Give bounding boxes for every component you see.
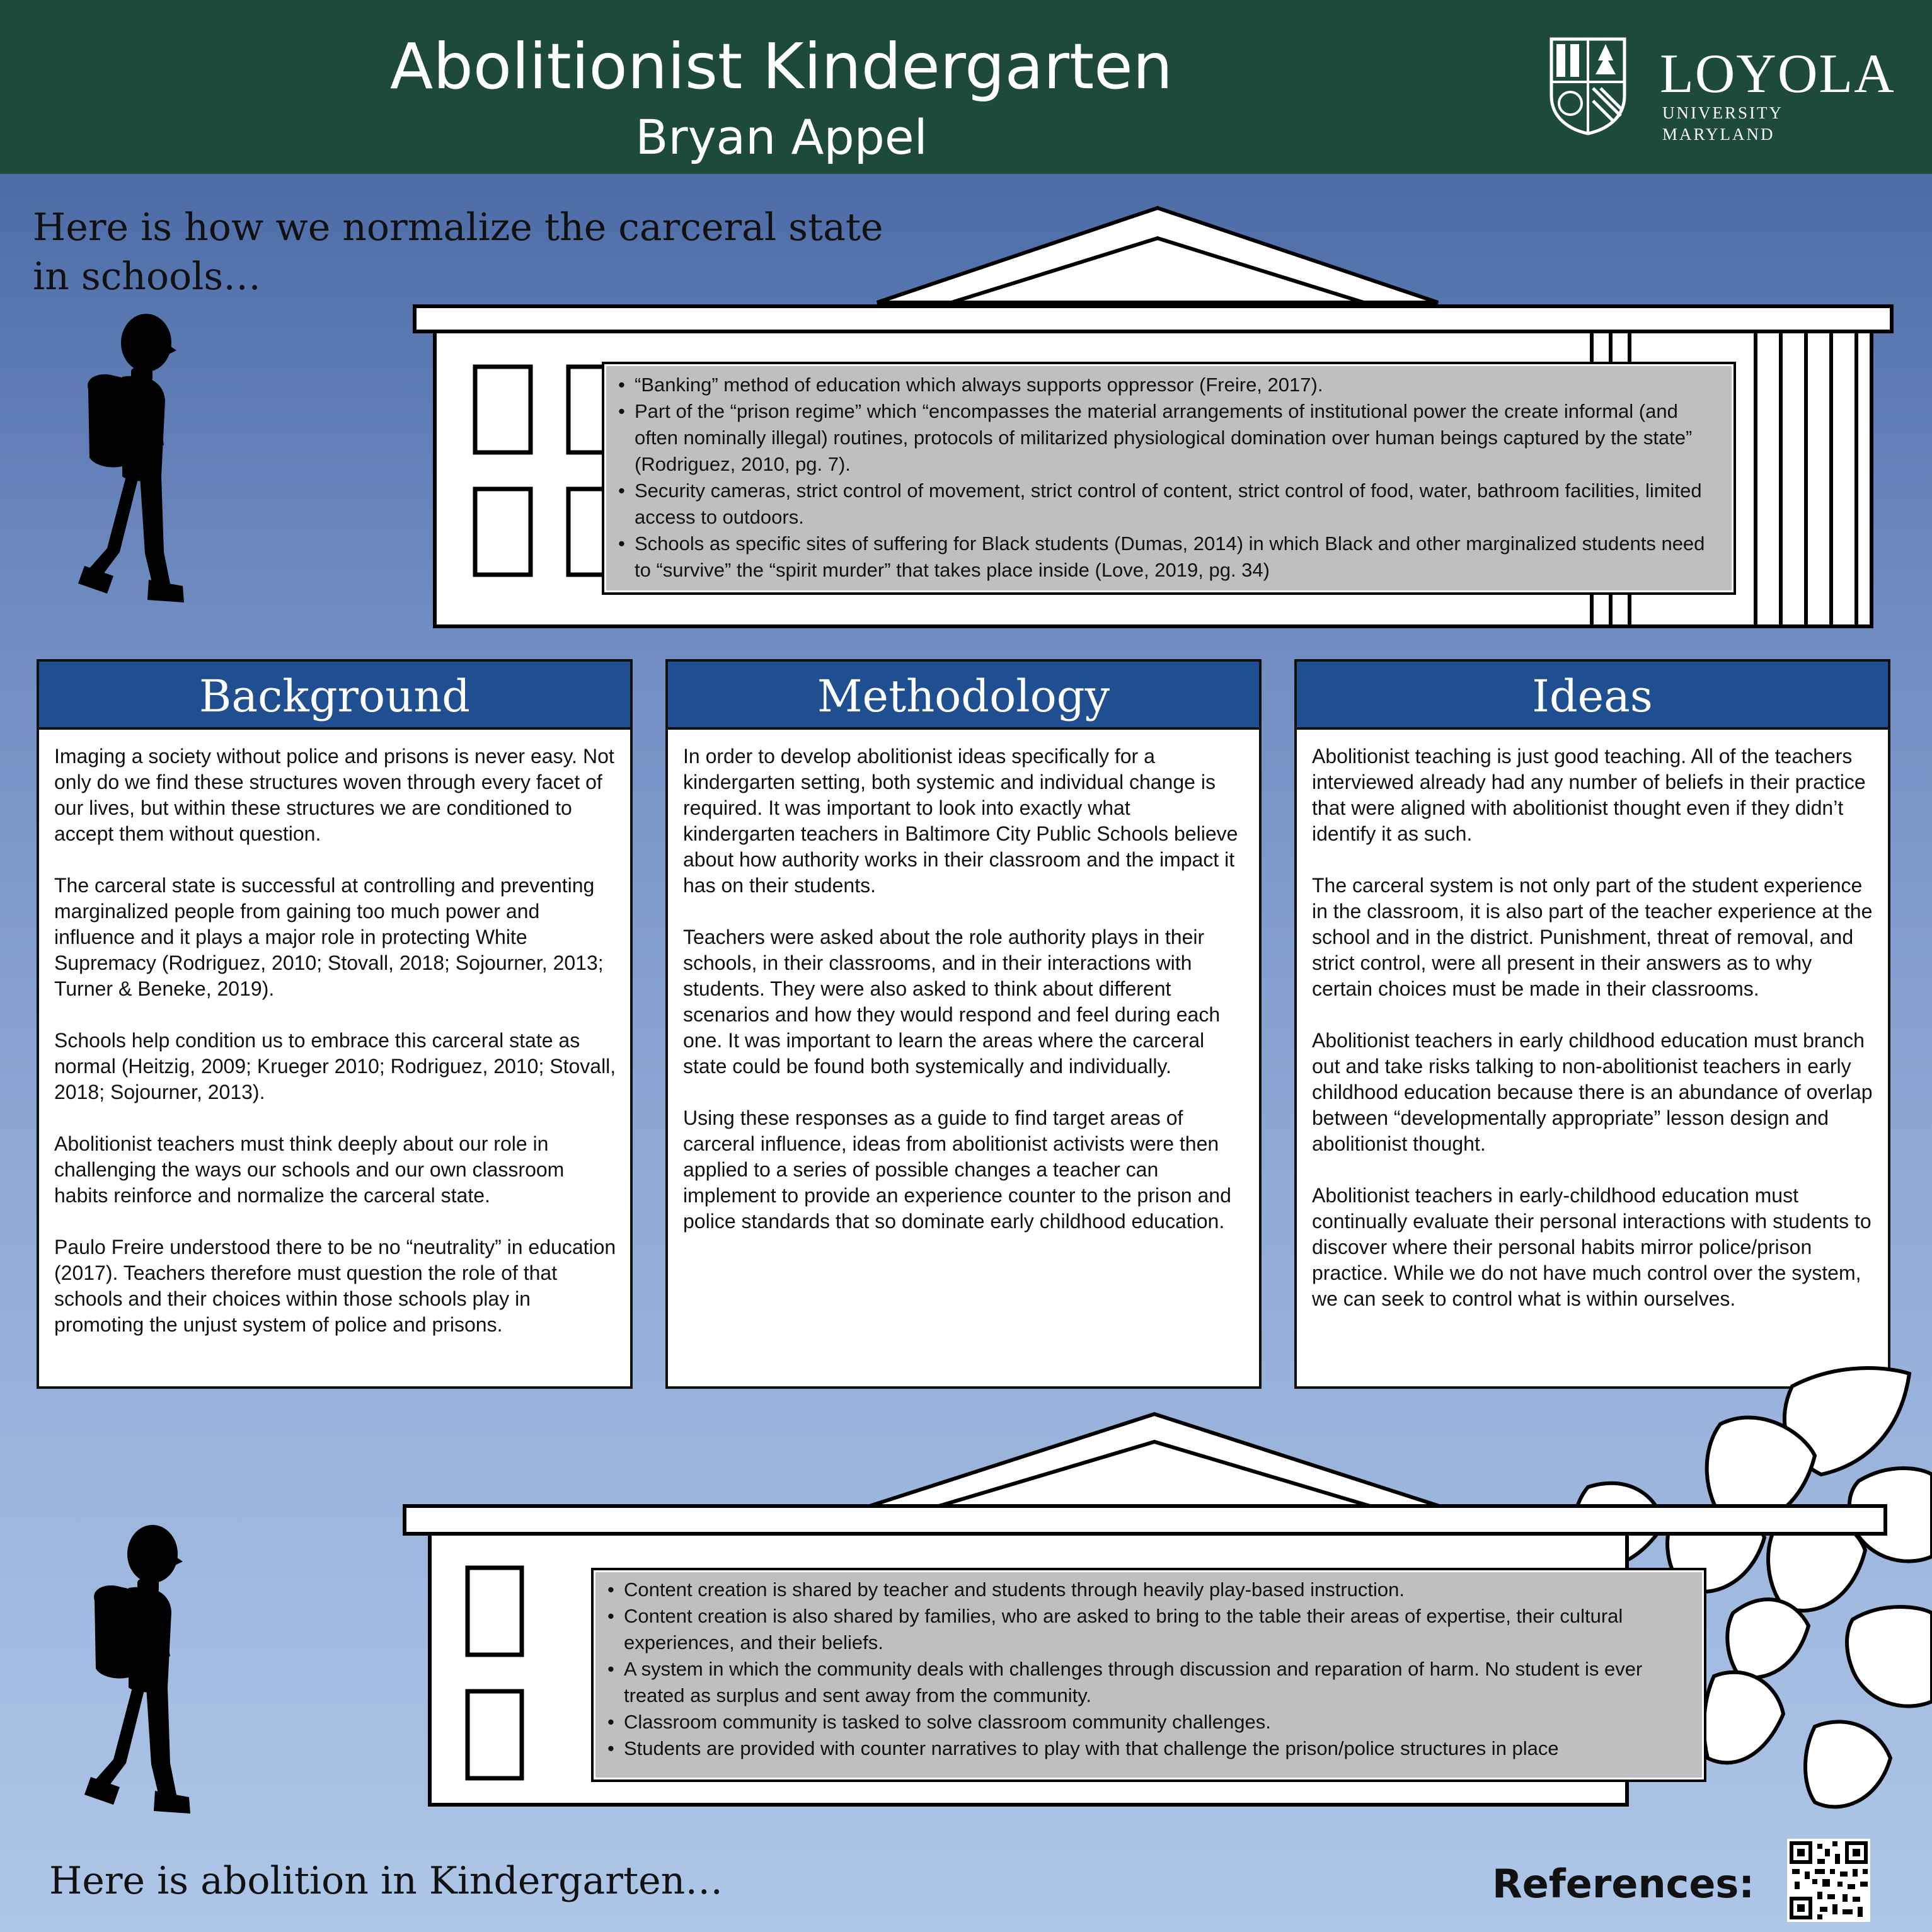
crest-icon (1548, 35, 1628, 136)
methodology-panel (665, 659, 1262, 1389)
bullet-item: • Content creation is also shared by families, who are asked to bring to the table their areas of expertise, their cultural experiences, and their beliefs. (604, 1603, 1693, 1656)
logo-subtitle: UNIVERSITY MARYLAND (1662, 103, 1783, 144)
abolition-bullets (591, 1568, 1706, 1782)
paragraph: Schools help condition us to embrace this carceral state as normal (Heitzig, 2009; Krueger 2010; Rodriguez, 2010; Stovall, 2018; Sojourner, 2013). (54, 1029, 616, 1103)
paragraph: The carceral system is not only part of the student experience in the classroom, it is also part of the teacher experience at the school and in the district. Punishment, threat of removal, and strict control, were all present in their answers as to why certain choices must be made in their classrooms. (1312, 874, 1873, 1000)
bottom-caption: Here is abolition in Kindergarten… (49, 1859, 723, 1903)
ideas-panel (1294, 659, 1890, 1389)
panel-body (1297, 730, 1888, 1312)
panel-body (668, 730, 1259, 1234)
paragraph: Abolitionist teaching is just good teaching. All of the teachers interviewed already had any number of beliefs in their practice that were aligned with abolitionist thought even if they didn’t identify it as such. (1312, 745, 1866, 845)
paragraph: Using these responses as a guide to find target areas of carceral influence, ideas from abolitionist activists were then applied to a series of possible changes a teacher can implement to provide an experience counter to the prison and police standards that so dominate early childhood education. (683, 1107, 1231, 1233)
paragraph: Teachers were asked about the role authority plays in their schools, in their classrooms, and in their interactions with students. They were also asked to think about different scenarios and how they would respond and feel during each one. It was important to learn the areas where the carceral state could be found both systemically and individually. (683, 926, 1221, 1078)
bullet-item: • Schools as specific sites of suffering for Black students (Dumas, 2014) in which Black and other marginalized students need to “survive” the “spirit murder” that takes place inside (Love, 2019, pg. 34) (614, 531, 1723, 584)
child-silhouette-icon (69, 306, 211, 621)
poster-header (0, 0, 1932, 174)
background-panel (37, 659, 633, 1389)
paragraph: The carceral state is successful at controlling and preventing marginalized people from gaining too much power and influence and it plays a major role in protecting White Supremacy (Rodriguez, 2010; Stovall, 2018; Sojourner, 2013; Turner & Beneke, 2019). (54, 874, 604, 1000)
poster-title: Abolitionist Kindergarten (389, 30, 1173, 103)
top-caption: Here is how we normalize the carceral state in schools… (33, 205, 883, 299)
poster-author: Bryan Appel (635, 109, 928, 165)
bullet-item: • A system in which the community deals with challenges through discussion and reparation of harm. No student is ever treated as surplus and sent away from the community. (604, 1656, 1693, 1709)
logo-wordmark: LOYOLA (1660, 43, 1895, 105)
panel-body (39, 730, 630, 1338)
child-silhouette-icon (76, 1517, 217, 1832)
paragraph: Paulo Freire understood there to be no “neutrality” in education (2017). Teachers therefore must question the role of that schools and their choices within those schools play in promoting the unjust system of police and prisons. (54, 1236, 616, 1336)
paragraph: In order to develop abolitionist ideas specifically for a kindergarten setting, both systemic and individual change is required. It was important to look into exactly what kindergarten teachers in Baltimore City Public Schools believe about how authority works in their classroom and the impact it has on their students. (683, 745, 1238, 897)
panel-title: Ideas (1297, 662, 1888, 730)
paragraph: Abolitionist teachers in early-childhood education must continually evaluate their personal interactions with students to discover where their personal habits mirror police/prison practice. While we do not have much control over the system, we can seek to control what is within ourselves. (1312, 1184, 1872, 1310)
bullet-item: • Security cameras, strict control of movement, strict control of content, strict control of food, water, bathroom facilities, limited access to outdoors. (614, 478, 1723, 531)
university-logo (1548, 35, 1900, 144)
qr-code-icon[interactable] (1787, 1839, 1870, 1922)
paragraph: Abolitionist teachers in early childhood education must branch out and take risks talking to non-abolitionist teachers in early childhood education because there is an abundance of overlap between “developmentally appropriate” lesson design and abolitionist thought. (1312, 1029, 1873, 1155)
paragraph: Imaging a society without police and prisons is never easy. Not only do we find these structures woven through every facet of our lives, but within these structures we are conditioned to accept them without question. (54, 745, 614, 845)
bullet-item: • Students are provided with counter narratives to play with that challenge the prison/police structures in place (604, 1735, 1693, 1762)
paragraph: Abolitionist teachers must think deeply about our role in challenging the ways our schools and our own classroom habits reinforce and normalize the carceral state. (54, 1132, 565, 1207)
references-label: References: (1492, 1861, 1755, 1907)
panel-title: Methodology (668, 662, 1259, 730)
carceral-bullets (602, 362, 1736, 595)
bullet-item: • Classroom community is tasked to solve classroom community challenges. (604, 1709, 1693, 1735)
panel-title: Background (39, 662, 630, 730)
bullet-item: • “Banking” method of education which always supports oppressor (Freire, 2017). (614, 372, 1723, 398)
bullet-item: • Content creation is shared by teacher and students through heavily play-based instruction. (604, 1577, 1693, 1603)
bullet-item: • Part of the “prison regime” which “encompasses the material arrangements of institutional power the create informal (and often nominally illegal) routines, protocols of militarized physiological domination over human beings captured by the state” (Rodriguez, 2010, pg. 7). (614, 398, 1723, 478)
